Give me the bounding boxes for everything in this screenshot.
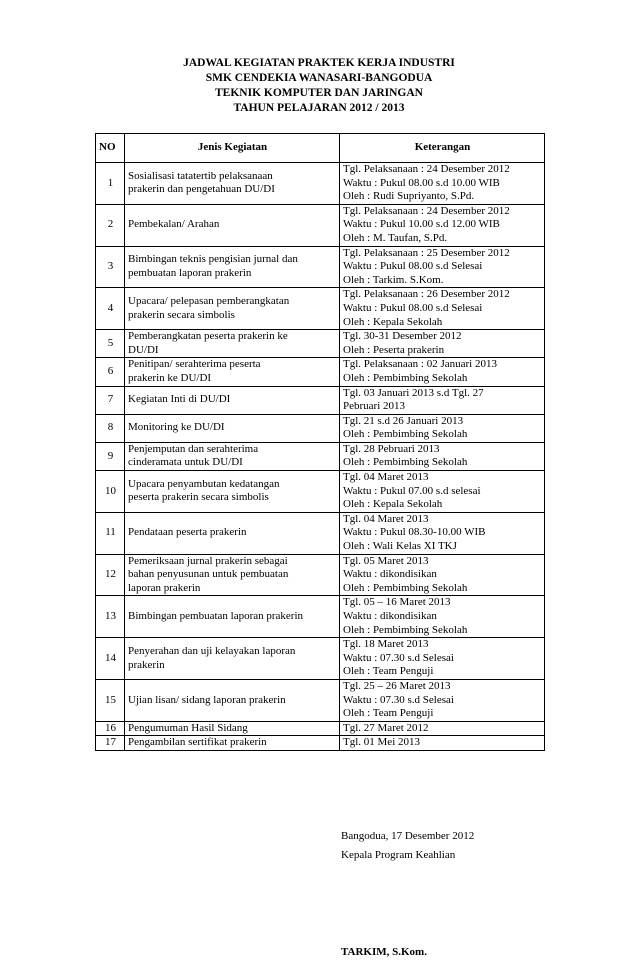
table-row	[96, 442, 545, 470]
activity-line: pembuatan laporan prakerin	[128, 266, 252, 279]
activity-cell	[125, 554, 340, 596]
activity-line: Upacara/ pelepasan pemberangkatan	[128, 295, 290, 308]
activity-line: prakerin ke DU/DI	[128, 371, 212, 384]
row-number: 12	[96, 554, 125, 596]
info-cell	[340, 204, 545, 246]
info-line: Waktu : dikondisikan	[343, 610, 437, 622]
table-row	[96, 554, 545, 596]
row-number: 5	[96, 330, 125, 358]
signature-place-date: Bangodua, 17 Desember 2012	[341, 830, 475, 842]
row-number: 8	[96, 414, 125, 442]
activity-line: Bimbingan teknis pengisian jurnal dan	[128, 253, 298, 266]
info-line: Waktu : Pukul 08.30-10.00 WIB	[343, 526, 486, 539]
info-cell	[340, 596, 545, 638]
activity-line: Kegiatan Inti di DU/DI	[128, 393, 231, 406]
header-activity: Jenis Kegiatan	[125, 134, 340, 163]
activity-cell	[125, 721, 340, 736]
activity-line: prakerin secara simbolis	[128, 308, 235, 321]
activity-line: Pemeriksaan jurnal prakerin sebagai	[128, 554, 288, 567]
table-row	[96, 288, 545, 330]
row-number: 11	[96, 512, 125, 554]
activity-cell	[125, 246, 340, 288]
row-number: 17	[96, 736, 125, 751]
info-line: Oleh : Pembimbing Sekolah	[343, 581, 468, 594]
activity-line: laporan prakerin	[128, 581, 201, 594]
info-line: Tgl. 05 – 16 Maret 2013	[343, 596, 451, 609]
row-number: 3	[96, 246, 125, 288]
info-cell	[340, 414, 545, 442]
info-line: Tgl. 05 Maret 2013	[343, 554, 429, 567]
info-line: Oleh : Tarkim. S.Kom.	[343, 273, 444, 286]
table-row	[96, 330, 545, 358]
activity-cell	[125, 736, 340, 751]
title-line: SMK CENDEKIA WANASARI-BANGODUA	[205, 72, 433, 84]
title-line: TEKNIK KOMPUTER DAN JARINGAN	[215, 87, 423, 99]
table-row	[96, 721, 545, 736]
activity-line: prakerin dan pengetahuan DU/DI	[128, 183, 275, 196]
activity-cell	[125, 471, 340, 513]
table-row	[96, 679, 545, 721]
table-row	[96, 386, 545, 414]
activity-cell	[125, 204, 340, 246]
info-line: Tgl. 30-31 Desember 2012	[343, 330, 462, 343]
info-line: Oleh : Peserta prakerin	[343, 343, 445, 356]
activity-cell	[125, 596, 340, 638]
activity-line: Penjemputan dan serahterima	[128, 442, 259, 455]
info-cell	[340, 471, 545, 513]
info-line: Oleh : Kepala Sekolah	[343, 498, 443, 511]
activity-line: Monitoring ke DU/DI	[128, 421, 225, 434]
info-line: Tgl. Pelaksanaan : 02 Januari 2013	[343, 358, 497, 371]
info-line: Tgl. 04 Maret 2013	[343, 471, 429, 484]
activity-line: DU/DI	[128, 343, 159, 356]
row-number: 2	[96, 204, 125, 246]
info-line: Pebruari 2013	[343, 400, 406, 413]
activity-line: Sosialisasi tatatertib pelaksanaan	[128, 169, 273, 182]
table-row	[96, 358, 545, 386]
activity-cell	[125, 330, 340, 358]
info-line: Waktu : dikondisikan	[343, 568, 437, 581]
info-line: Tgl. 18 Maret 2013	[343, 638, 429, 651]
info-cell	[340, 554, 545, 596]
row-number: 16	[96, 721, 125, 736]
info-line: Tgl. 04 Maret 2013	[343, 512, 429, 525]
info-line: Waktu : Pukul 08.00 s.d 10.00 WIB	[343, 176, 500, 189]
info-line: Oleh : Rudi Supriyanto, S.Pd.	[343, 190, 475, 203]
activity-line: Pendataan peserta prakerin	[128, 526, 247, 539]
activity-cell	[125, 414, 340, 442]
activity-cell	[125, 442, 340, 470]
activity-cell	[125, 288, 340, 330]
activity-line: Pembekalan/ Arahan	[128, 218, 220, 231]
info-line: Tgl. 27 Maret 2012	[343, 721, 429, 734]
activity-cell	[125, 512, 340, 554]
info-cell	[340, 721, 545, 736]
info-line: Tgl. 03 Januari 2013 s.d Tgl. 27	[343, 386, 484, 399]
activity-cell	[125, 163, 340, 205]
activity-line: peserta prakerin secara simbolis	[128, 491, 269, 504]
row-number: 7	[96, 386, 125, 414]
row-number: 13	[96, 596, 125, 638]
table-row	[96, 471, 545, 513]
info-cell	[340, 288, 545, 330]
info-line: Oleh : Team Penguji	[343, 707, 434, 720]
info-cell	[340, 442, 545, 470]
table-header-row	[96, 134, 545, 163]
activity-cell	[125, 358, 340, 386]
row-number: 9	[96, 442, 125, 470]
info-cell	[340, 679, 545, 721]
info-line: Oleh : Pembimbing Sekolah	[343, 371, 468, 384]
title-line: TAHUN PELAJARAN 2012 / 2013	[233, 102, 405, 114]
activity-line: Penyerahan dan uji kelayakan laporan	[128, 644, 296, 657]
info-line: Waktu : Pukul 08.00 s.d Selesai	[343, 260, 483, 273]
table-row	[96, 414, 545, 442]
table-row	[96, 638, 545, 680]
info-line: Tgl. Pelaksanaan : 25 Desember 2012	[343, 246, 510, 259]
info-line: Oleh : Pembimbing Sekolah	[343, 456, 468, 469]
activity-line: prakerin	[128, 658, 165, 671]
table-row	[96, 204, 545, 246]
info-cell	[340, 163, 545, 205]
info-cell	[340, 330, 545, 358]
info-cell	[340, 386, 545, 414]
info-line: Oleh : M. Taufan, S.Pd.	[343, 231, 448, 244]
activity-cell	[125, 679, 340, 721]
row-number: 10	[96, 471, 125, 513]
info-cell	[340, 358, 545, 386]
activity-line: Pengambilan sertifikat prakerin	[128, 736, 267, 749]
document-title	[0, 56, 638, 116]
activity-line: cinderamata untuk DU/DI	[128, 456, 243, 469]
activity-line: Bimbingan pembuatan laporan prakerin	[128, 610, 304, 622]
info-line: Tgl. 25 – 26 Maret 2013	[343, 679, 451, 692]
activity-line: bahan penyusunan untuk pembuatan	[128, 568, 289, 581]
row-number: 14	[96, 638, 125, 680]
info-line: Tgl. 28 Pebruari 2013	[343, 442, 440, 455]
info-cell	[340, 638, 545, 680]
signature-name: TARKIM, S.Kom.	[341, 946, 427, 958]
signature-position: Kepala Program Keahlian	[341, 849, 456, 861]
info-cell	[340, 512, 545, 554]
info-line: Tgl. Pelaksanaan : 24 Desember 2012	[343, 204, 510, 217]
info-line: Waktu : 07.30 s.d Selesai	[343, 651, 454, 664]
info-line: Oleh : Kepala Sekolah	[343, 315, 443, 328]
table-row	[96, 596, 545, 638]
info-line: Waktu : Pukul 08.00 s.d Selesai	[343, 301, 483, 314]
table-row	[96, 512, 545, 554]
activity-cell	[125, 638, 340, 680]
row-number: 1	[96, 163, 125, 205]
info-line: Tgl. 01 Mei 2013	[343, 736, 420, 749]
info-cell	[340, 246, 545, 288]
info-line: Oleh : Wali Kelas XI TKJ	[343, 540, 457, 553]
activity-line: Penitipan/ serahterima peserta	[128, 358, 261, 371]
header-no: NO	[96, 134, 125, 163]
table-row	[96, 246, 545, 288]
info-line: Tgl. Pelaksanaan : 26 Desember 2012	[343, 288, 510, 301]
info-line: Waktu : Pukul 10.00 s.d 12.00 WIB	[343, 218, 500, 231]
table-row	[96, 736, 545, 751]
activity-line: Pemberangkatan peserta prakerin ke	[128, 330, 288, 343]
row-number: 15	[96, 679, 125, 721]
row-number: 6	[96, 358, 125, 386]
title-line: JADWAL KEGIATAN PRAKTEK KERJA INDUSTRI	[183, 57, 455, 69]
activity-line: Pengumuman Hasil Sidang	[128, 721, 248, 734]
info-line: Oleh : Pembimbing Sekolah	[343, 623, 468, 636]
activity-line: Upacara penyambutan kedatangan	[128, 477, 280, 490]
row-number: 4	[96, 288, 125, 330]
info-line: Tgl. 21 s.d 26 Januari 2013	[343, 414, 464, 427]
info-line: Waktu : 07.30 s.d Selesai	[343, 693, 454, 706]
info-line: Oleh : Pembimbing Sekolah	[343, 428, 468, 441]
info-line: Oleh : Team Penguji	[343, 665, 434, 678]
schedule-table	[95, 133, 545, 751]
header-info: Keterangan	[340, 134, 545, 163]
info-line: Tgl. Pelaksanaan : 24 Desember 2012	[343, 163, 510, 175]
activity-line: Ujian lisan/ sidang laporan prakerin	[128, 693, 286, 706]
info-line: Waktu : Pukul 07.00 s.d selesai	[343, 484, 481, 497]
info-cell	[340, 736, 545, 751]
table-row	[96, 163, 545, 205]
activity-cell	[125, 386, 340, 414]
